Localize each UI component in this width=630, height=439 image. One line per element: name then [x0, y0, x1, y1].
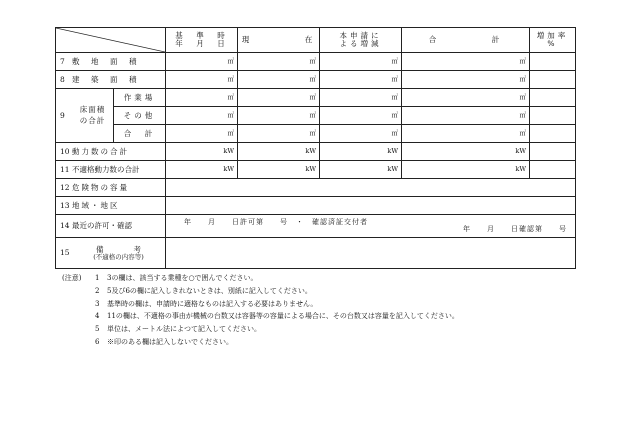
row-floor-area-workshop: [56, 89, 576, 107]
floor-total-current-cell[interactable]: ㎡: [238, 125, 320, 143]
label-floor-area: [56, 89, 114, 143]
power-total-cell[interactable]: kW: [402, 143, 530, 161]
recent-permit-field[interactable]: [166, 215, 576, 238]
site-area-rate-cell[interactable]: [530, 53, 576, 71]
header-base-date: [166, 28, 238, 53]
permit-line: 年 月 日許可第 号 ・ 確認済証交付者: [184, 217, 368, 226]
floor-total-rate-cell[interactable]: [530, 125, 576, 143]
nonconf-power-increase-cell[interactable]: kW: [320, 161, 402, 179]
note-number: 3: [95, 299, 100, 308]
label-recent-permit: [56, 215, 166, 238]
note-item: [62, 272, 582, 285]
nonconf-power-rate-cell[interactable]: [530, 161, 576, 179]
workshop-base-cell[interactable]: ㎡: [166, 89, 238, 107]
note-item: [62, 336, 582, 349]
power-current-cell[interactable]: kW: [238, 143, 320, 161]
power-increase-cell[interactable]: kW: [320, 143, 402, 161]
other-current-cell[interactable]: ㎡: [238, 107, 320, 125]
row-number: 14: [60, 221, 70, 231]
header-base-date-line2: 年 月 日: [175, 39, 228, 48]
remarks-sublabel: (不適格の内容等): [93, 252, 144, 261]
row-number: 9: [60, 110, 65, 120]
notes-prefix: (注意): [62, 274, 82, 282]
label-zone-district: [56, 197, 166, 215]
floor-area-sub-workshop: 作業場: [114, 89, 166, 107]
other-base-cell[interactable]: ㎡: [166, 107, 238, 125]
row-power-total: [56, 143, 576, 161]
header-increase: [320, 28, 402, 53]
floor-area-sub-total: 合 計: [114, 125, 166, 143]
site-area-increase-cell[interactable]: ㎡: [320, 53, 402, 71]
label-remarks: [56, 238, 166, 269]
floor-area-sub-other: その他: [114, 107, 166, 125]
zone-district-field[interactable]: [166, 197, 576, 215]
note-number: 2: [95, 286, 100, 295]
floor-total-increase-cell[interactable]: ㎡: [320, 125, 402, 143]
label-hazardous-capacity: [56, 179, 166, 197]
remarks-label: 備 考: [96, 244, 141, 254]
note-number: 5: [95, 325, 100, 334]
row-number: 7: [60, 56, 65, 66]
note-item: [62, 310, 582, 323]
row-label: 動力数の合計: [72, 146, 129, 156]
workshop-current-cell[interactable]: ㎡: [238, 89, 320, 107]
header-current: 現 在: [238, 28, 320, 53]
row-zone-district: [56, 197, 576, 215]
header-increase-line2: よる増減: [339, 39, 382, 48]
note-number: 4: [95, 312, 100, 321]
row-label: 建 築 面 積: [72, 74, 139, 84]
row-number: 8: [60, 74, 65, 84]
label-site-area: [56, 53, 166, 71]
row-recent-permit: [56, 215, 576, 238]
row-number: 12: [60, 182, 70, 192]
workshop-rate-cell[interactable]: [530, 89, 576, 107]
header-rate-line2: %: [547, 39, 558, 48]
floor-total-total-cell[interactable]: ㎡: [402, 125, 530, 143]
building-area-base-cell[interactable]: ㎡: [166, 71, 238, 89]
site-area-total-cell[interactable]: ㎡: [402, 53, 530, 71]
power-base-cell[interactable]: kW: [166, 143, 238, 161]
row-floor-area-other: [56, 107, 576, 125]
note-item: [62, 323, 582, 336]
workshop-total-cell[interactable]: ㎡: [402, 89, 530, 107]
note-text: 基準時の欄は、申請時に適格なものは記入する必要はありません。: [107, 299, 318, 308]
header-total: 合 計: [402, 28, 530, 53]
other-rate-cell[interactable]: [530, 107, 576, 125]
row-number: 11: [60, 164, 70, 174]
row-number: 10: [60, 146, 70, 156]
header-rate-line1: 増加率: [536, 31, 569, 41]
note-text: 単位は、メートル法によつて記入してください。: [107, 325, 261, 334]
note-text: ※印のある欄は記入しないでください。: [107, 337, 233, 346]
floor-total-base-cell[interactable]: ㎡: [166, 125, 238, 143]
row-hazardous-capacity: [56, 179, 576, 197]
note-number: 1: [95, 274, 100, 282]
site-area-base-cell[interactable]: ㎡: [166, 53, 238, 71]
row-label: 不適格動力数の合計: [72, 164, 140, 174]
row-number: 13: [60, 200, 70, 210]
confirmation-line: 年 月 日確認第 号: [463, 225, 567, 233]
label-power-total: [56, 143, 166, 161]
header-rate: [530, 28, 576, 53]
row-nonconforming-power: [56, 161, 576, 179]
row-label: 最近の許可・確認: [72, 221, 132, 231]
building-area-increase-cell[interactable]: ㎡: [320, 71, 402, 89]
building-area-current-cell[interactable]: ㎡: [238, 71, 320, 89]
row-remarks: [56, 238, 576, 269]
note-item: [62, 298, 582, 311]
building-area-total-cell[interactable]: ㎡: [402, 71, 530, 89]
workshop-increase-cell[interactable]: ㎡: [320, 89, 402, 107]
header-row: [56, 28, 576, 53]
remarks-field[interactable]: [166, 238, 576, 269]
label-nonconforming-power: [56, 161, 166, 179]
header-increase-line1: 本申請に: [339, 31, 382, 41]
note-text: 3の欄は、該当する業種を○で囲んでください。: [107, 274, 258, 282]
row-site-area: [56, 53, 576, 71]
notes-section: [62, 272, 582, 349]
row-label: 危険物の容量: [72, 182, 129, 192]
nonconforming-building-form-table: [55, 27, 576, 269]
row-floor-area-total: [56, 125, 576, 143]
floor-area-label-line2: の合計: [79, 116, 106, 125]
row-label: 敷 地 面 積: [72, 56, 139, 66]
row-number: 15: [60, 248, 70, 258]
nonconf-power-base-cell[interactable]: kW: [166, 161, 238, 179]
other-increase-cell[interactable]: ㎡: [320, 107, 402, 125]
note-text: 11の欄は、不適格の事由が機械の台数又は容器等の容量による場合に、その台数又は容量を記入してください。: [107, 312, 459, 321]
floor-area-label-line1: 床面積: [79, 105, 106, 115]
other-total-cell[interactable]: ㎡: [402, 107, 530, 125]
power-rate-cell[interactable]: [530, 143, 576, 161]
site-area-current-cell[interactable]: ㎡: [238, 53, 320, 71]
hazardous-capacity-field[interactable]: [166, 179, 576, 197]
corner-cell: [56, 28, 166, 53]
nonconf-power-total-cell[interactable]: kW: [402, 161, 530, 179]
nonconf-power-current-cell[interactable]: kW: [238, 161, 320, 179]
header-base-date-line1: 基 準 時: [175, 31, 228, 41]
note-number: 6: [95, 337, 100, 346]
note-text: 5及び6の欄に記入しきれないときは、別紙に記入してください。: [107, 286, 312, 295]
diagonal-line: [56, 28, 165, 52]
building-area-rate-cell[interactable]: [530, 71, 576, 89]
row-label: 地域・地区: [72, 200, 120, 210]
row-building-area: [56, 71, 576, 89]
note-item: [62, 285, 582, 298]
label-building-area: [56, 71, 166, 89]
